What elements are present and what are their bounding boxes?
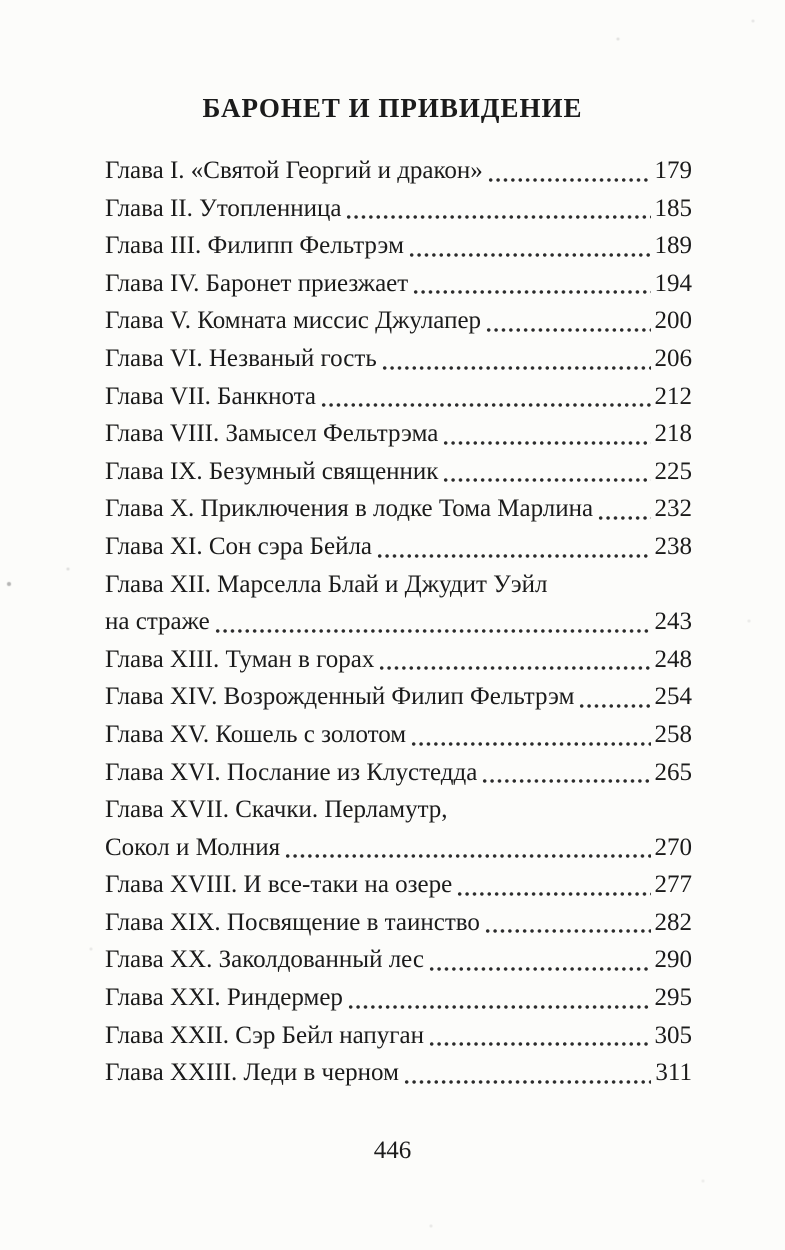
toc-entry-line <box>105 904 692 942</box>
toc-entry-label: Глава XII. Марселла Блай и Джудит Уэйл <box>105 570 548 598</box>
toc-entry-label: Глава IX. Безумный священник <box>105 457 439 485</box>
toc-entry-line <box>105 190 692 228</box>
toc-entry-line <box>105 603 692 641</box>
toc-entry-page: 189 <box>654 232 692 260</box>
toc-entry-page: 194 <box>654 269 692 297</box>
toc-entry-label: Глава I. «Святой Георгий и дракон» <box>105 157 483 184</box>
toc-entry-page: 200 <box>654 307 692 335</box>
toc-entry-line <box>105 866 692 904</box>
toc-entry-page: 232 <box>654 495 692 523</box>
dot-leader <box>378 641 650 679</box>
dot-leader <box>410 716 650 754</box>
toc-entry-line <box>105 641 692 679</box>
toc-entry-page: 212 <box>654 382 692 410</box>
toc-entry-line <box>105 227 692 265</box>
toc-entry-label: Глава III. Филипп Фельтрэм <box>105 232 404 260</box>
dot-leader <box>487 152 651 190</box>
toc-entry-label: Глава XIV. Возрожденный Филип Фельтрэм <box>105 683 575 711</box>
toc-entry-line <box>105 716 692 754</box>
toc-entry-line <box>105 453 692 491</box>
toc-entry-page: 290 <box>654 946 692 974</box>
toc-entry-label: Глава XVI. Послание из Клустедда <box>105 758 478 786</box>
toc-entry-label: Глава X. Приключения в лодке Тома Марлина <box>105 495 594 523</box>
toc-entry-label: Глава XV. Кошель с золотом <box>105 720 407 748</box>
toc-entry-page: 305 <box>654 1021 692 1049</box>
toc-entry-page: 206 <box>654 344 692 372</box>
toc-entry-line <box>105 829 692 867</box>
dot-leader <box>428 1017 651 1055</box>
toc-entry-line <box>105 340 692 378</box>
toc-entry-line <box>105 302 692 340</box>
toc-entry-page: 282 <box>654 908 692 936</box>
dot-leader <box>442 453 650 491</box>
toc-entry-label: Глава VI. Незваный гость <box>105 344 377 372</box>
dot-leader <box>578 678 650 716</box>
toc-entry-page: 218 <box>654 420 692 448</box>
toc-entry-label: Глава XVIII. И все-таки на озере <box>105 871 453 899</box>
dot-leader <box>403 1054 652 1092</box>
toc-entry-line <box>105 152 692 190</box>
dot-leader <box>345 190 650 228</box>
toc-entry-line <box>105 1017 692 1055</box>
dot-leader <box>485 302 650 340</box>
dot-leader <box>597 490 650 528</box>
toc-entry-label: Глава XXII. Сэр Бейл напуган <box>105 1021 424 1049</box>
toc-entry-label: Глава XIII. Туман в горах <box>105 645 375 673</box>
toc-entry-label: Глава XXIII. Леди в черном <box>105 1059 399 1087</box>
toc-entry-page: 277 <box>654 871 692 899</box>
toc-entry-page: 295 <box>654 984 692 1012</box>
toc-entry-line <box>105 265 692 303</box>
toc-entry-label: Глава XIX. Посвящение в таинство <box>105 908 480 936</box>
toc-entry-line <box>105 490 692 528</box>
toc-entry-label: Глава XX. Заколдованный лес <box>105 946 424 974</box>
toc-entry-line <box>105 415 692 453</box>
toc-entry-line <box>105 528 692 566</box>
toc-entry-line <box>105 678 692 716</box>
toc-entry-line <box>105 941 692 979</box>
toc-entry-page: 270 <box>654 833 692 861</box>
dot-leader <box>442 415 650 453</box>
dot-leader <box>456 866 650 904</box>
dot-leader <box>481 754 650 792</box>
dot-leader <box>428 941 651 979</box>
toc-entry-label: Глава IV. Баронет приезжает <box>105 269 409 297</box>
dot-leader <box>484 904 651 942</box>
toc-entry-label: Глава II. Утопленница <box>105 194 342 222</box>
dot-leader <box>381 340 651 378</box>
toc-entry-page: 179 <box>654 157 692 184</box>
toc-entry-line <box>105 566 692 604</box>
toc-entry-page: 185 <box>654 194 692 222</box>
toc-entry-page: 265 <box>654 758 692 786</box>
toc-entry-label: Глава XVII. Скачки. Перламутр, <box>105 796 448 824</box>
scan-speckles <box>0 0 2 2</box>
toc-entry-page: 225 <box>654 457 692 485</box>
toc-entry-page: 258 <box>654 720 692 748</box>
toc-entry-line <box>105 754 692 792</box>
page-number-footer: 446 <box>373 1136 412 1164</box>
toc-entry-line <box>105 791 692 829</box>
toc-entry-label: Глава XXI. Риндермер <box>105 984 343 1012</box>
dot-leader <box>412 265 650 303</box>
dot-leader <box>284 829 650 867</box>
dot-leader <box>214 603 651 641</box>
dot-leader <box>347 979 651 1017</box>
table-of-contents <box>0 152 785 1092</box>
toc-entry-label: Глава XI. Сон сэра Бейла <box>105 532 373 560</box>
page-title: БАРОНЕТ И ПРИВИДЕНИЕ <box>202 93 583 123</box>
dot-leader <box>320 378 650 416</box>
toc-entry-page: 238 <box>654 532 692 560</box>
toc-entry-label: Глава V. Комната миссис Джулапер <box>105 307 482 335</box>
toc-entry-label: на страже <box>105 608 210 636</box>
toc-entry-label: Глава VII. Банкнота <box>105 382 317 410</box>
toc-entry-line <box>105 378 692 416</box>
toc-entry-page: 248 <box>654 645 692 673</box>
toc-entry-line <box>105 1054 692 1092</box>
toc-entry-page: 311 <box>655 1059 692 1087</box>
dot-leader <box>408 227 651 265</box>
toc-entry-line <box>105 979 692 1017</box>
dot-leader <box>376 528 650 566</box>
toc-entry-label: Сокол и Молния <box>105 833 281 861</box>
toc-entry-label: Глава VIII. Замысел Фельтрэма <box>105 420 439 448</box>
toc-entry-page: 254 <box>654 683 692 711</box>
toc-entry-page: 243 <box>654 608 692 636</box>
